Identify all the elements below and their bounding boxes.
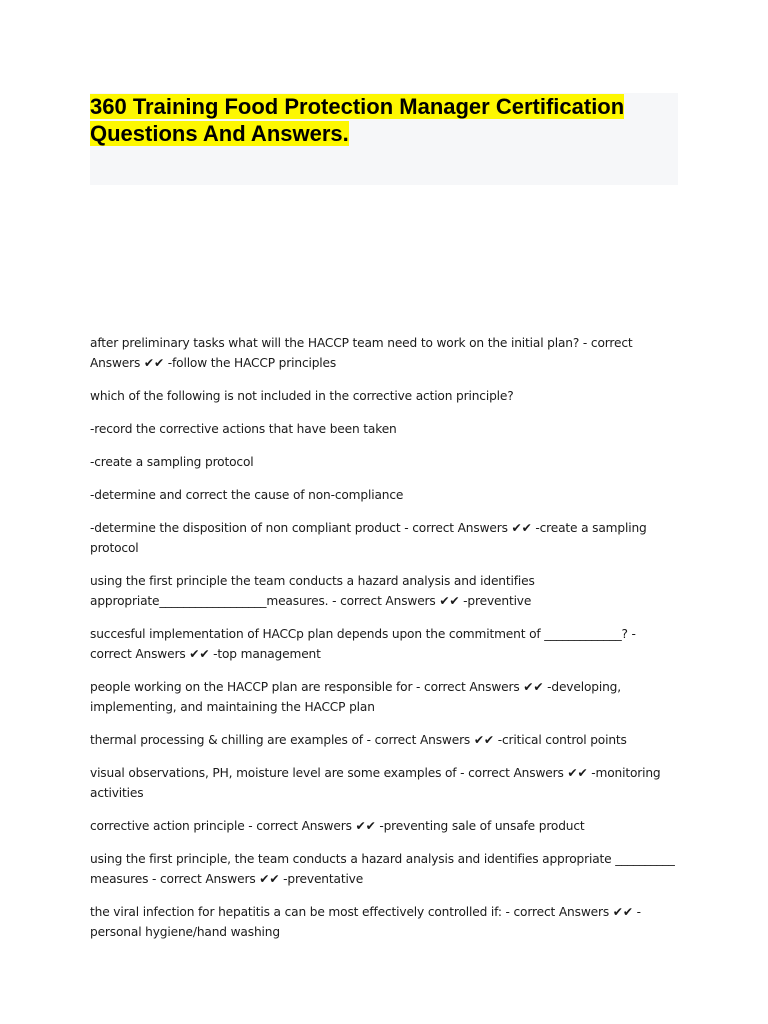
document-body — [90, 333, 680, 955]
document-title-text: 360 Training Food Protection Manager Certification Questions And Answers. — [90, 94, 625, 146]
paragraph: the viral infection for hepatitis a can be most effectively controlled if: - correct Answers ✔✔ -personal hygiene/hand washing — [90, 905, 641, 939]
paragraph: which of the following is not included in the corrective action principle? — [90, 389, 514, 403]
paragraph: visual observations, PH, moisture level are some examples of - correct Answers ✔✔ -monitoring activities — [90, 766, 661, 800]
paragraph: thermal processing & chilling are examples of - correct Answers ✔✔ -critical control points — [90, 733, 627, 747]
paragraph: after preliminary tasks what will the HACCP team need to work on the initial plan? - correct Answers ✔✔ -follow the HACCP principles — [90, 336, 633, 370]
paragraph: succesful implementation of HACCp plan depends upon the commitment of _____________? - correct Answers ✔✔ -top management — [90, 627, 636, 661]
paragraph: -create a sampling protocol — [90, 455, 254, 469]
paragraph: using the first principle the team conducts a hazard analysis and identifies appropriate__________________measures. - correct Answers ✔✔ -preventive — [90, 574, 535, 608]
paragraph: using the first principle, the team conducts a hazard analysis and identifies appropriate __________ measures - correct Answers ✔✔ -preventative — [90, 852, 675, 886]
paragraph: -determine and correct the cause of non-compliance — [90, 488, 404, 502]
paragraph: -determine the disposition of non compliant product - correct Answers ✔✔ -create a sampling protocol — [90, 521, 647, 555]
document-title — [90, 93, 680, 147]
paragraph: -record the corrective actions that have been taken — [90, 422, 397, 436]
paragraph: people working on the HACCP plan are responsible for - correct Answers ✔✔ -developing, implementing, and maintaining the HACCP plan — [90, 680, 621, 714]
paragraph: corrective action principle - correct Answers ✔✔ -preventing sale of unsafe product — [90, 819, 585, 833]
